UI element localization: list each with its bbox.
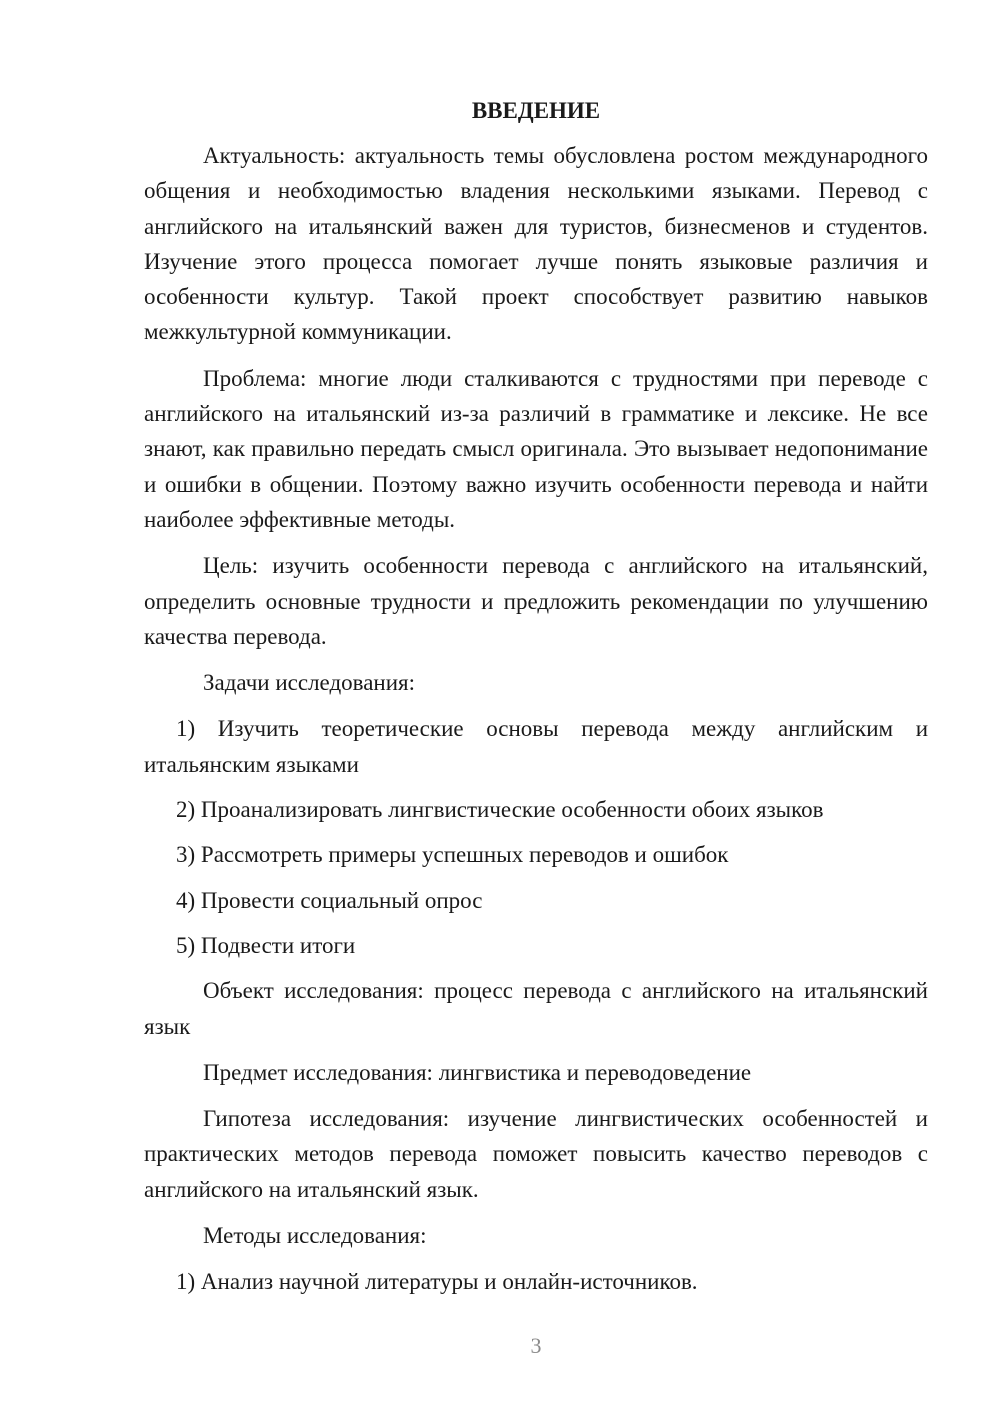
paragraph-goal: Цель: изучить особенности перевода с английского на итальянский, определить основные трудности и предложить рекомендации по улучшению качества перевода. bbox=[144, 553, 928, 649]
paragraph-hypothesis: Гипотеза исследования: изучение лингвистических особенностей и практических методов перевода поможет повысить качество переводов с английского на итальянский язык. bbox=[144, 1106, 928, 1202]
page-number: 3 bbox=[530, 1333, 542, 1358]
tasks-heading: Задачи исследования: bbox=[203, 670, 416, 696]
task-item: 1) Изучить теоретические основы перевода между английским и итальянским языками bbox=[144, 716, 928, 777]
paragraph-subject: Предмет исследования: лингвистика и переводоведение bbox=[203, 1059, 752, 1085]
document-page bbox=[144, 96, 928, 1310]
task-item: 4) Провести социальный опрос bbox=[176, 887, 483, 913]
paragraph-actuality: Актуальность: актуальность темы обусловлена ростом международного общения и необходимостью владения несколькими языками. Перевод с английского на итальянский важен для туристов, бизнесменов и студентов. Изучение этого процесса помогает лучше понять языковые различия и особенности культур. Такой проект способствует развитию навыков межкультурной коммуникации. bbox=[144, 143, 928, 345]
task-item: 3) Рассмотреть примеры успешных переводов и ошибок bbox=[176, 842, 729, 868]
paragraph-problem: Проблема: многие люди сталкиваются с трудностями при переводе с английского на итальянский из-за различий в грамматике и лексике. Не все знают, как правильно передать смысл оригинала. Это вызывает недопонимание и ошибки в общении. Поэтому важно изучить особенности перевода и найти наиболее эффективные методы. bbox=[144, 365, 928, 532]
method-item: 1) Анализ научной литературы и онлайн-источников. bbox=[176, 1269, 698, 1295]
paragraph-object: Объект исследования: процесс перевода с английского на итальянский язык bbox=[144, 978, 928, 1039]
section-title: ВВЕДЕНИЕ bbox=[471, 98, 601, 123]
methods-heading: Методы исследования: bbox=[203, 1223, 427, 1249]
task-item: 5) Подвести итоги bbox=[176, 932, 356, 958]
task-item: 2) Проанализировать лингвистические особенности обоих языков bbox=[176, 797, 824, 823]
